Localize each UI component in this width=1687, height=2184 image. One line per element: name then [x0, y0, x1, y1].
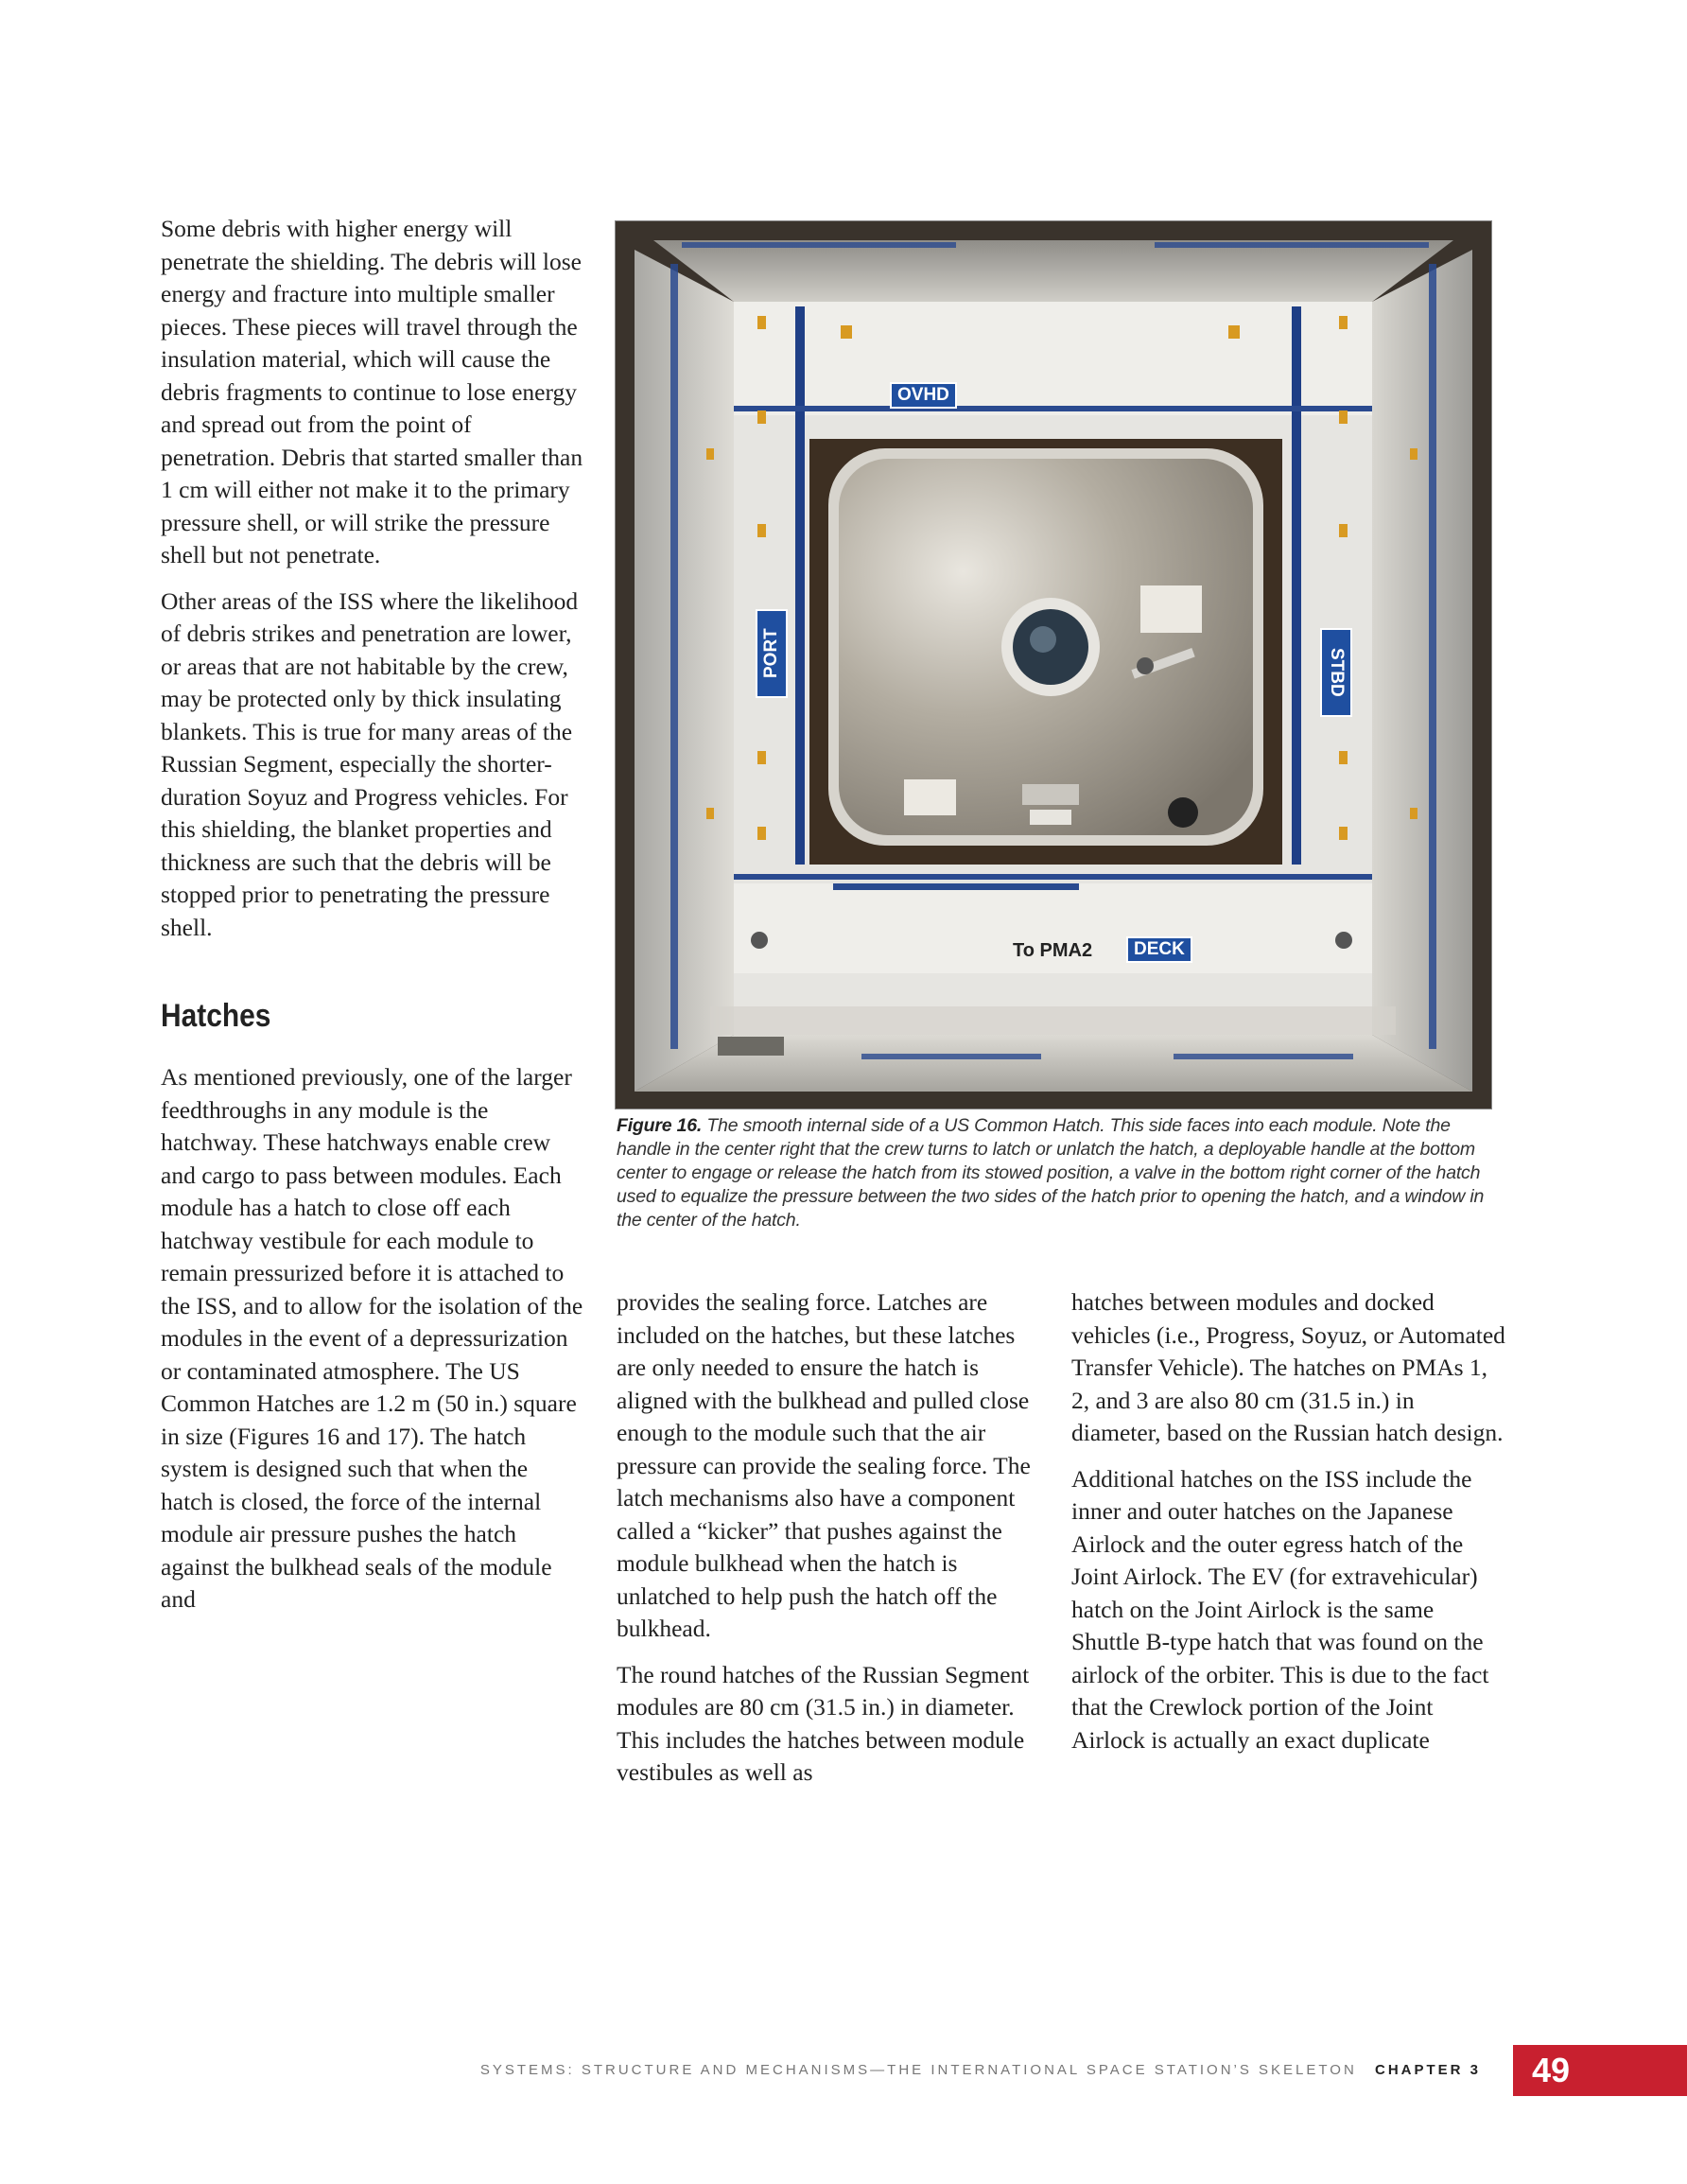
figure-16-caption-text: The smooth internal side of a US Common Hatch. This side faces into each module. Note the handle in the center right that the crew turns to latch or unlatch the hatch, a deployable handle at the bottom center to engage or release the hatch from its stowed position, a valve in the bottom right corner of the hatch used to equalize the pressure between the two sides of the hatch prior to opening the hatch, and a window in the center of the hatch.	[617, 1115, 1485, 1231]
label-stbd: STBD	[1320, 628, 1352, 717]
label-ovhd: OVHD	[890, 382, 957, 409]
mid-paragraph-2: The round hatches of the Russian Segment modules are 80 cm (31.5 in.) in diameter. This includes the hatches between module vestibules as well as	[617, 1660, 1030, 1786]
label-deck: DECK	[1126, 936, 1192, 963]
middle-text-column	[617, 1286, 1033, 1803]
figure-16-photo	[615, 220, 1492, 1109]
running-title: SYSTEMS: STRUCTURE AND MECHANISMS—THE INTERNATIONAL SPACE STATION’S SKELETON	[479, 2062, 1357, 2078]
right-text-column	[1071, 1286, 1506, 1770]
section-heading-hatches: Hatches	[161, 998, 271, 1034]
right-paragraph-1: hatches between modules and docked vehicles (i.e., Progress, Soyuz, or Automated Transfer Vehicle). The hatches on PMAs 1, 2, and 3 are also 80 cm (31.5 in.) in diameter, based on the Russian hatch design.	[1071, 1288, 1505, 1446]
chapter-label: CHAPTER 3	[1374, 2062, 1481, 2078]
label-port: PORT	[756, 609, 788, 698]
figure-16-caption	[617, 1114, 1496, 1232]
figure-16-label: Figure 16.	[617, 1115, 703, 1136]
running-footer	[480, 2062, 1481, 2078]
hatch-photo-illustration	[616, 221, 1491, 1109]
label-to-pma2: To PMA2	[1013, 940, 1093, 961]
left-paragraph-3: As mentioned previously, one of the larger feedthroughs in any module is the hatchway. These hatchways enable crew and cargo to pass between modules. Each module has a hatch to close off each hatchway vestibule for each module to remain pressurized before it is attached to the ISS, and to allow for the isolation of the modules in the event of a depressurization or contaminated atmosphere. The US Common Hatches are 1.2 m (50 in.) square in size (Figures 16 and 17). The hatch system is designed such that when the hatch is closed, the force of the internal module air pressure pushes the hatch against the bulkhead seals of the module and	[161, 1063, 583, 1613]
page-number-badge: 49	[1513, 2045, 1687, 2096]
mid-paragraph-1: provides the sealing force. Latches are included on the hatches, but these latches are only needed to ensure the hatch is aligned with the bulkhead and pulled close enough to the module such that the air pressure can provide the sealing force. The latch mechanisms also have a component called a “kicker” that pushes against the module bulkhead when the hatch is unlatched to help push the hatch off the bulkhead.	[617, 1288, 1031, 1642]
left-text-column	[161, 213, 584, 1630]
left-paragraph-1: Some debris with higher energy will penetrate the shielding. The debris will lose energy and fracture into multiple smaller pieces. These pieces will travel through the insulation material, which will cause the debris fragments to continue to lose energy and spread out from the point of penetration. Debris that started smaller than 1 cm will either not make it to the primary pressure shell, or will strike the pressure shell but not penetrate.	[161, 215, 583, 568]
left-paragraph-2: Other areas of the ISS where the likelihood of debris strikes and penetration are lower, or areas that are not habitable by the crew, may be protected only by thick insulating blankets. This is true for many areas of the Russian Segment, especially the shorter-duration Soyuz and Progress vehicles. For this shielding, the blanket properties and thickness are such that the debris will be stopped prior to penetrating the pressure shell.	[161, 586, 579, 941]
right-paragraph-2: Additional hatches on the ISS include the inner and outer hatches on the Japanese Airlock and the outer egress hatch of the Joint Airlock. The EV (for extravehicular) hatch on the Joint Airlock is the same Shuttle B-type hatch that was found on the airlock of the orbiter. This is due to the fact that the Crewlock portion of the Joint Airlock is actually an exact duplicate	[1071, 1464, 1489, 1754]
